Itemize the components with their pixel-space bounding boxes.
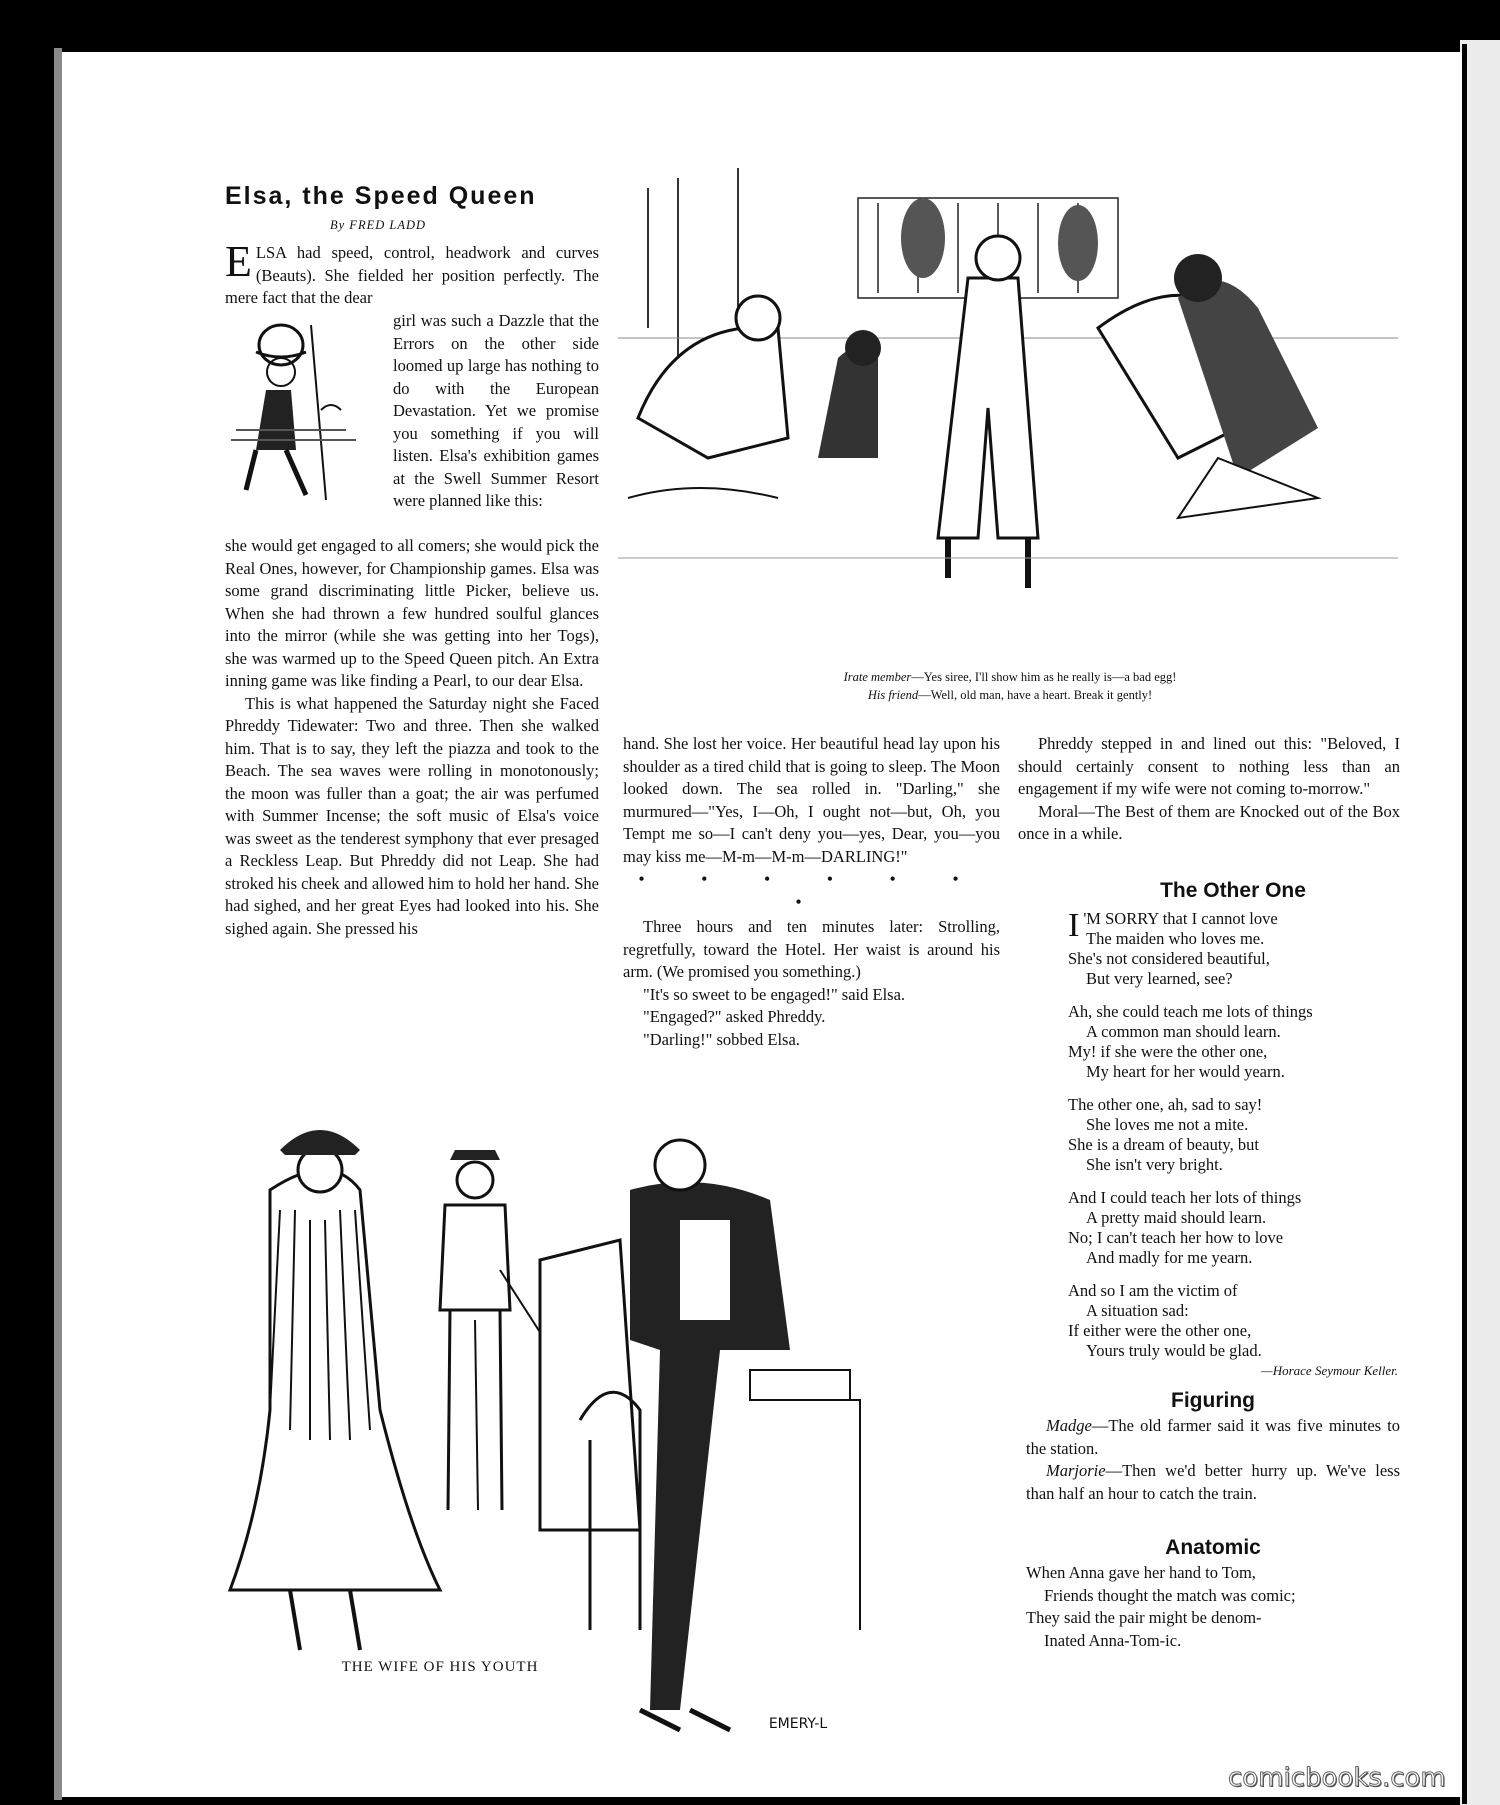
figuring-speaker-1: Madge [1046,1416,1092,1435]
article-column-3-paragraph: Phreddy stepped in and lined out this: "Beloved, I should certainly consent to nothing less than an engagement if my wife were not coming to-morrow." [1018,734,1400,798]
poem-stanza [1068,1281,1398,1361]
poem-line: If either were the other one, [1068,1321,1252,1340]
anatomic-section [1026,1534,1400,1652]
article-column-3 [1018,733,1400,846]
club-cartoon-caption [700,668,1320,704]
caption-line-1: —Yes siree, I'll show him as he really is—a bad egg! [911,670,1177,684]
figuring-line-1: Madge—The old farmer said it was five minutes to the station. [1026,1416,1400,1458]
article-title: Elsa, the Speed Queen [225,182,537,210]
article-column-2 [623,733,1000,1051]
poem-line: She's not considered beautiful, [1068,949,1270,968]
poem-attribution: —Horace Seymour Keller. [1261,1363,1398,1378]
poem-line: My heart for her would yearn. [1086,1062,1285,1081]
poem-line: No; I can't teach her how to love [1068,1228,1284,1247]
drop-cap-i: I [1068,907,1080,944]
poem-line: But very learned, see? [1086,969,1233,988]
poem-line: A pretty maid should learn. [1086,1208,1267,1227]
poem-stanza [1068,1002,1398,1082]
figuring-speaker-2: Marjorie [1046,1461,1106,1480]
poem-line: She is a dream of beauty, but [1068,1135,1259,1154]
article-paragraph-1-top: LSA had speed, control, headwork and curves (Beauts). She fielded her position perfectly. The mere fact that the dear [225,243,599,307]
poem-line: And so I am the victim of [1068,1281,1238,1300]
poem-line: A situation sad: [1086,1301,1189,1320]
caption-speaker-2: His friend [867,688,919,702]
article-column-2-paragraph-1: hand. She lost her voice. Her beautiful head lay upon his shoulder as a tired child that is going to sleep. The Moon looked down. The sea rolled in. "Darling," she murmured—"Yes, I—Oh, I ought not—but, Oh, you Tempt me so—I can't deny you—yes, Dear, you—you may kiss me—M-m—M-m—DARLING!" [623,734,1000,866]
poem-line: My! if she were the other one, [1068,1042,1268,1061]
article-column-1-bottom [225,535,599,940]
site-watermark: comicbooks.com [1228,1763,1446,1793]
anatomic-line: Friends thought the match was comic; [1044,1585,1296,1605]
article-paragraph-1-wrap: girl was such a Dazzle that the Errors on the other side loomed up large has nothing to do with the European Devastation. Yet we promise you something if you will listen. Elsa's exhibition games at the Swell Summer Resort were planned like this: [393,311,599,510]
club-room-cartoon [618,158,1398,663]
anatomic-line: They said the pair might be denom- [1026,1608,1262,1627]
poem-line: A common man should learn. [1086,1022,1281,1041]
caption-speaker-1: Irate member [843,670,912,684]
article-moral: Moral—The Best of them are Knocked out of the Box once in a while. [1018,801,1400,843]
poem-line: I 'M SORRY that I cannot love [1068,907,1278,944]
poem-line: Yours truly would be glad. [1086,1341,1262,1360]
caption-line-2: —Well, old man, have a heart. Break it gently! [918,688,1153,702]
section-break-dots: • • • • • • • [638,869,985,912]
poem-stanza [1068,909,1398,989]
anatomic-line: Inated Anna-Tom-ic. [1044,1630,1182,1650]
poem-stanza [1068,1095,1398,1175]
article-column-2-paragraph-2: Three hours and ten minutes later: Strolling, regretfully, toward the Hotel. Her waist is around his arm. (We promised you something.) [623,917,1000,981]
cartoonist-signature: EMERY-L [768,1716,828,1732]
anatomic-line: When Anna gave her hand to Tom, [1026,1563,1256,1582]
poem-stanza [1068,1188,1398,1268]
figuring-line-2: Marjorie—Then we'd better hurry up. We've less than half an hour to catch the train. [1026,1461,1400,1503]
figuring-title: Figuring [1171,1389,1255,1412]
article-column-1-top [225,237,599,310]
article-dialogue-1: "It's so sweet to be engaged!" said Elsa. [643,984,906,1004]
figuring-section [1026,1387,1400,1505]
poem-line: Ah, she could teach me lots of things [1068,1002,1313,1021]
bottom-cartoon-caption: THE WIFE OF HIS YOUTH [341,1659,539,1675]
article-dialogue-3: "Darling!" sobbed Elsa. [643,1029,800,1049]
golfer-sketch [226,300,376,510]
article-dialogue-2: "Engaged?" asked Phreddy. [643,1007,826,1026]
article-byline: By FRED LADD [330,218,427,232]
article-paragraph-2: This is what happened the Saturday night she Faced Phreddy Tidewater: Two and three. Then she walked him. That is to say, they left the piazza and took to the Beach. The sea waves were rolling in monotonously; the moon was fuller than a goat; the air was perfumed with Summer Incense; the soft music of Elsa's voice was sweet as the tenderest symphony that ever presaged a Reckless Leap. But Phreddy did not Leap. She had stroked his cheek and allowed him to hold her hand. She had sighed, and her great Eyes had looked into his. She sighed again. She pressed his [225,693,599,938]
article-paragraph-1-rest: she would get engaged to all comers; she would pick the Real Ones, however, for Championship games. Elsa was some grand discriminating little Picker, believe us. When she had thrown a few hundred soulful glances into the mirror (while she was getting into her Togs), she was warmed up to the Speed Queen pitch. An Extra inning game was like finding a Pearl, to our dear Elsa. [225,536,599,690]
poem-line: And I could teach her lots of things [1068,1188,1302,1207]
drop-cap-e: E [225,237,252,286]
anatomic-title: Anatomic [1165,1536,1261,1559]
poem-title: The Other One [1160,879,1306,902]
poem-line: The maiden who loves me. [1086,929,1265,948]
poem-line: The other one, ah, sad to say! [1068,1095,1263,1114]
poem-line: She loves me not a mite. [1086,1115,1249,1134]
poem-the-other-one [1068,877,1398,1381]
book-spine-shadow [54,48,62,1800]
page-gutter-line [1462,44,1467,1804]
poem-line: She isn't very bright. [1086,1155,1223,1174]
poem-line: And madly for me yearn. [1086,1248,1253,1267]
